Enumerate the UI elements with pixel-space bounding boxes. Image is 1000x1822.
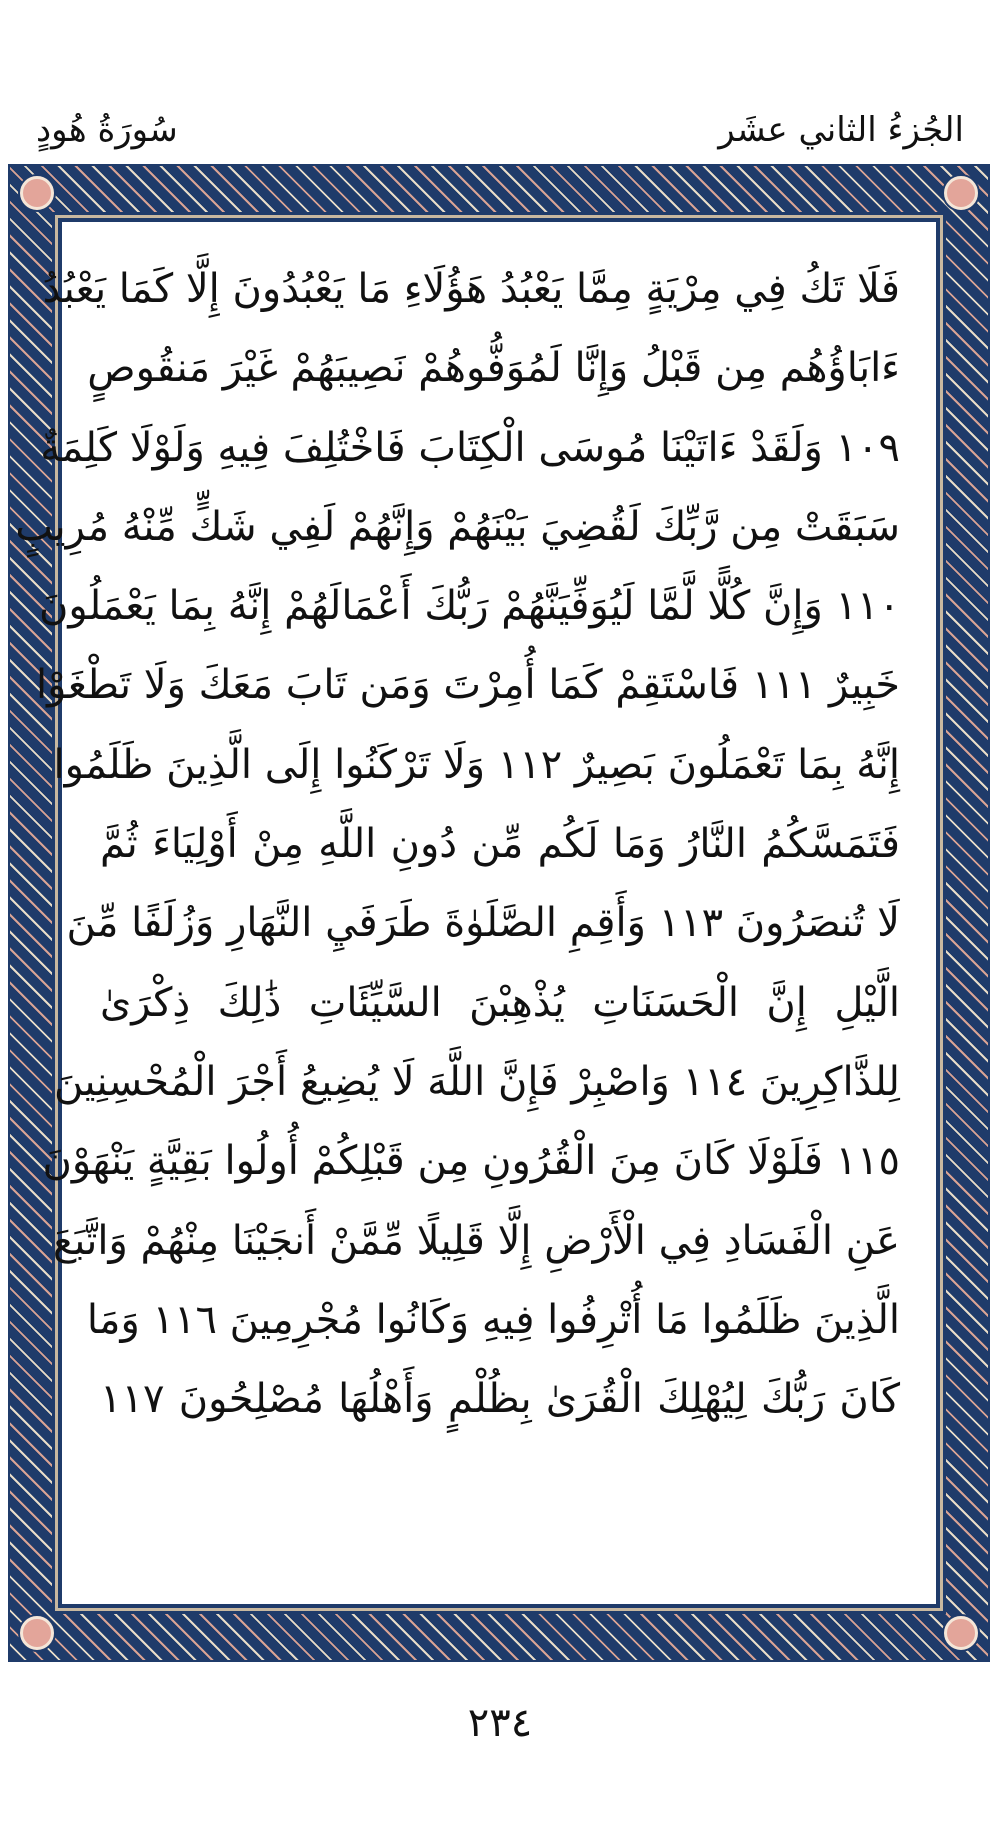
text-line: سَبَقَتْ مِن رَّبِّكَ لَقُضِيَ بَيْنَهُمْ وَإِنَّهُمْ لَفِي شَكٍّ مِّنْهُ مُرِيبٍ (15, 503, 900, 550)
text-line: إِنَّهُ بِمَا تَعْمَلُونَ بَصِيرٌ ١١٢ وَلَا تَرْكَنُوا إِلَى الَّذِينَ ظَلَمُوا (53, 741, 900, 788)
text-line: خَبِيرٌ ١١١ فَاسْتَقِمْ كَمَا أُمِرْتَ وَمَن تَابَ مَعَكَ وَلَا تَطْغَوْا (36, 662, 900, 709)
quran-text (15, 250, 900, 1439)
corner-ornament-icon (20, 176, 54, 210)
text-line: فَلَا تَكُ فِي مِرْيَةٍ مِمَّا يَعْبُدُ هَؤُلَاءِ مَا يَعْبُدُونَ إِلَّا كَمَا يَعْبُدُ (42, 266, 900, 312)
page-number: ٢٣٤ (467, 1700, 533, 1746)
text-line: ١١٥ فَلَوْلَا كَانَ مِنَ الْقُرُونِ مِن قَبْلِكُمْ أُولُوا بَقِيَّةٍ يَنْهَوْنَ (42, 1138, 900, 1185)
text-line: لِلذَّاكِرِينَ ١١٤ وَاصْبِرْ فَإِنَّ اللَّهَ لَا يُضِيعُ أَجْرَ الْمُحْسِنِينَ (53, 1058, 900, 1105)
text-line: الَّيْلِ إِنَّ الْحَسَنَاتِ يُذْهِبْنَ السَّيِّئَاتِ ذَٰلِكَ ذِكْرَىٰ (100, 979, 900, 1026)
juz-name: الجُزءُ الثاني عشَر (718, 110, 964, 150)
corner-ornament-icon (944, 1616, 978, 1650)
text-line: ١١٠ وَإِنَّ كُلًّا لَّمَّا لَيُوَفِّيَنَّهُمْ رَبُّكَ أَعْمَالَهُمْ إِنَّهُ بِمَا يَعْمَلُونَ (38, 583, 900, 630)
text-line: فَتَمَسَّكُمُ النَّارُ وَمَا لَكُم مِّن دُونِ اللَّهِ مِنْ أَوْلِيَاءَ ثُمَّ (100, 821, 900, 868)
text-line: ١٠٩ وَلَقَدْ ءَاتَيْنَا مُوسَى الْكِتَابَ فَاخْتُلِفَ فِيهِ وَلَوْلَا كَلِمَةٌ (40, 424, 900, 471)
text-line: كَانَ رَبُّكَ لِيُهْلِكَ الْقُرَىٰ بِظُلْمٍ وَأَهْلُهَا مُصْلِحُونَ ١١٧ (100, 1376, 900, 1423)
page-header (0, 0, 1000, 160)
text-line: لَا تُنصَرُونَ ١١٣ وَأَقِمِ الصَّلَوٰةَ طَرَفَيِ النَّهَارِ وَزُلَفًا مِّنَ (66, 900, 900, 947)
surah-name: سُورَةُ هُودٍ (36, 110, 178, 150)
text-line: عَنِ الْفَسَادِ فِي الْأَرْضِ إِلَّا قَلِيلًا مِّمَّنْ أَنجَيْنَا مِنْهُمْ وَاتَّبَعَ (52, 1217, 900, 1264)
corner-ornament-icon (944, 176, 978, 210)
text-line: الَّذِينَ ظَلَمُوا مَا أُتْرِفُوا فِيهِ وَكَانُوا مُجْرِمِينَ ١١٦ وَمَا (86, 1296, 900, 1343)
text-line: ءَابَاؤُهُم مِن قَبْلُ وَإِنَّا لَمُوَفُّوهُمْ نَصِيبَهُمْ غَيْرَ مَنقُوصٍ (87, 345, 900, 392)
corner-ornament-icon (20, 1616, 54, 1650)
